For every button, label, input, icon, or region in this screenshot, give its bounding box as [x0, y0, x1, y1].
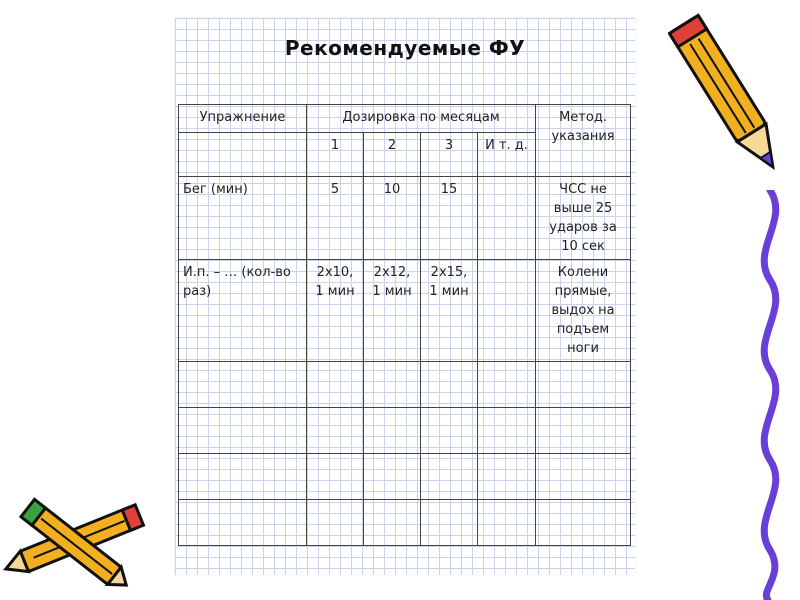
header-month-3: 3: [421, 133, 478, 177]
ribbon-decoration: [740, 190, 800, 600]
empty-cell: [478, 500, 536, 546]
header-empty-cell: [179, 133, 307, 177]
empty-cell: [421, 500, 478, 546]
empty-cell: [179, 454, 307, 500]
table-row: [179, 260, 631, 362]
empty-cell: [179, 408, 307, 454]
row-value: 2х12, 1 мин: [364, 260, 421, 362]
header-dosage: Дозировка по месяцам: [307, 105, 536, 133]
empty-cell: [421, 408, 478, 454]
empty-cell: [536, 500, 631, 546]
empty-cell: [536, 362, 631, 408]
empty-cell: [307, 454, 364, 500]
empty-cell: [421, 454, 478, 500]
empty-cell: [478, 408, 536, 454]
row-exercise-label: Бег (мин): [179, 177, 307, 260]
row-method-note: Колени прямые, выдох на подъем ноги: [536, 260, 631, 362]
table-row-empty: [179, 500, 631, 546]
empty-cell: [307, 362, 364, 408]
row-value: [478, 177, 536, 260]
empty-cell: [536, 408, 631, 454]
empty-cell: [421, 362, 478, 408]
empty-cell: [307, 408, 364, 454]
table-row-empty: [179, 408, 631, 454]
pencil-icon: [10, 490, 140, 600]
pencil-icon: [668, 2, 788, 197]
empty-cell: [536, 454, 631, 500]
table-row-empty: [179, 362, 631, 408]
empty-cell: [364, 454, 421, 500]
header-month-etc: И т. д.: [478, 133, 536, 177]
row-value: 2х10, 1 мин: [307, 260, 364, 362]
row-value: [478, 260, 536, 362]
empty-cell: [307, 500, 364, 546]
row-method-note: ЧСС не выше 25 ударов за 10 сек: [536, 177, 631, 260]
empty-cell: [364, 500, 421, 546]
header-month-1: 1: [307, 133, 364, 177]
row-value: 5: [307, 177, 364, 260]
row-value: 15: [421, 177, 478, 260]
empty-cell: [364, 408, 421, 454]
empty-cell: [179, 500, 307, 546]
empty-cell: [478, 454, 536, 500]
empty-cell: [179, 362, 307, 408]
row-value: 10: [364, 177, 421, 260]
empty-cell: [478, 362, 536, 408]
row-value: 2х15, 1 мин: [421, 260, 478, 362]
header-exercise: Упражнение: [179, 105, 307, 133]
table-row: [179, 177, 631, 260]
exercise-table: [178, 104, 631, 546]
page-title: Рекомендуемые ФУ: [284, 36, 526, 60]
row-exercise-label: И.п. – … (кол-во раз): [179, 260, 307, 362]
header-month-2: 2: [364, 133, 421, 177]
header-method: Метод. указания: [536, 105, 631, 177]
table-row-empty: [179, 454, 631, 500]
empty-cell: [364, 362, 421, 408]
